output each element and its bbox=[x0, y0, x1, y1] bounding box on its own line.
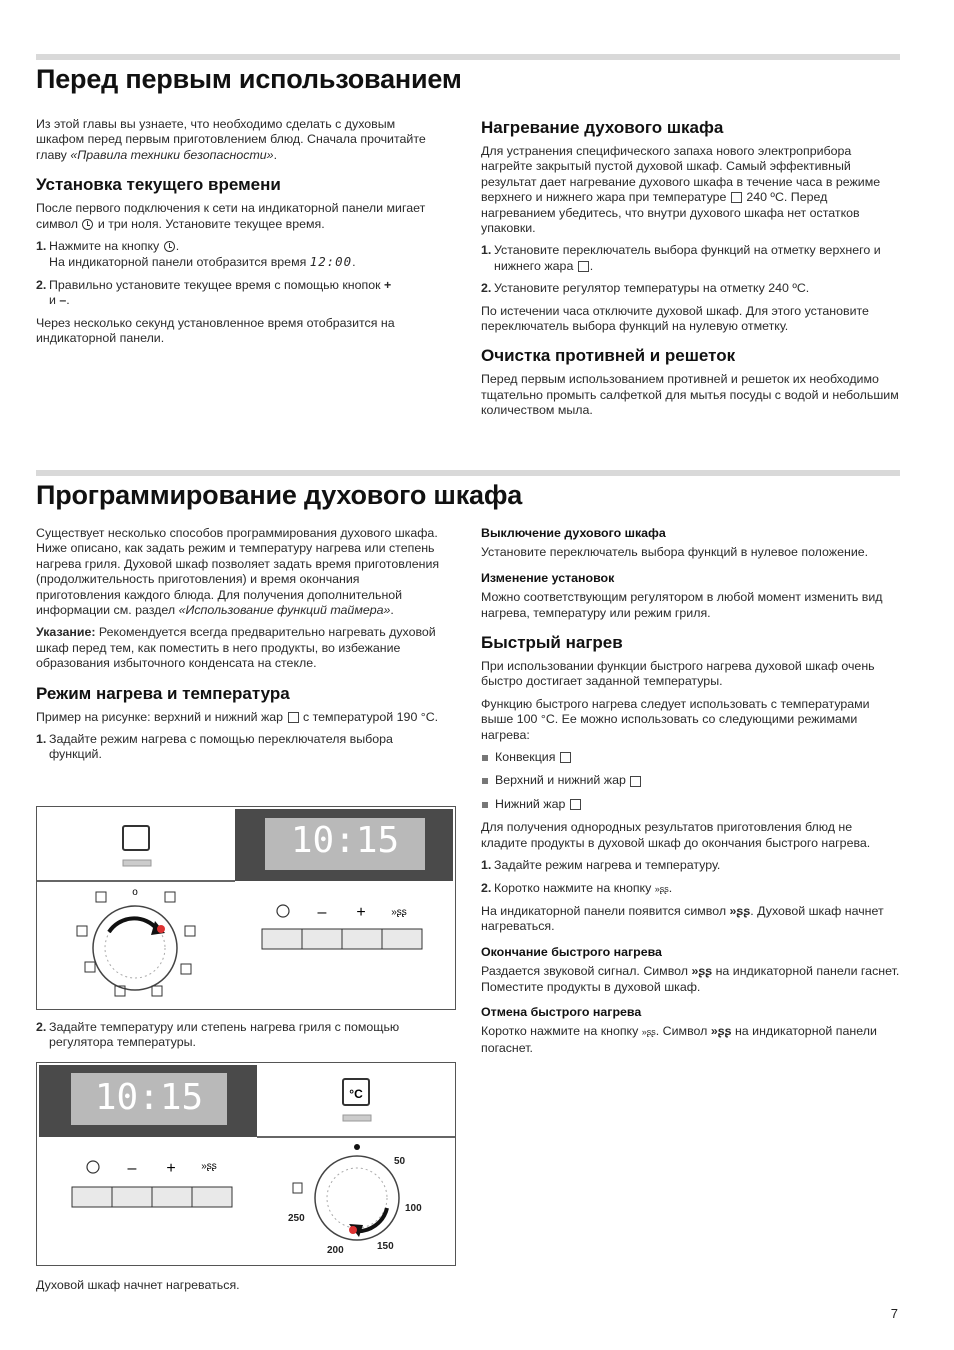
top-bottom-heat-icon bbox=[630, 776, 641, 787]
fast-heat-button-icon: »ʂʂ bbox=[654, 883, 669, 894]
list-item: Нижний жар bbox=[481, 797, 901, 812]
button-minus bbox=[302, 929, 342, 949]
off-heading: Выключение духового шкафа bbox=[481, 526, 666, 540]
note-paragraph: Указание: Рекомендуется всегда предварительно нагревать духовой шкаф перед тем, как поместить в него продукты, во избежание образования избыточного конденсата на стекле. bbox=[36, 625, 436, 671]
heat-heading: Нагревание духового шкафа bbox=[481, 118, 724, 137]
button-plus bbox=[342, 929, 382, 949]
fast-heat-icon: »ʂʂ bbox=[201, 1161, 217, 1172]
clock-icon bbox=[82, 219, 93, 230]
scale-label: 250 bbox=[288, 1213, 305, 1224]
scale-label: 200 bbox=[327, 1245, 344, 1256]
list-item: Верхний и нижний жар bbox=[481, 773, 901, 788]
intro-paragraph: Из этой главы вы узнаете, что необходимо сделать с духовым шкафом перед первым приготовлением блюд. Сначала прочитайте главу «Правила техники безопасности». bbox=[36, 117, 426, 162]
time-paragraph: После первого подключения к сети на индикаторной панели мигает символ и три ноля. Установите текущее время. bbox=[36, 201, 426, 231]
step: 2. Коротко нажмите на кнопку »ʂʂ. bbox=[481, 880, 673, 895]
convection-icon bbox=[560, 752, 571, 763]
section-rule bbox=[36, 54, 900, 60]
fast-p4: На индикаторной панели появится символ »ʂʂ. Духовой шкаф начнет нагреваться. bbox=[481, 903, 884, 934]
temp-indicator-light bbox=[343, 1115, 371, 1121]
change-paragraph: Можно соответствующим регулятором в любой момент изменить вид нагрева, температуру или режим гриля. bbox=[481, 590, 883, 620]
fast-end-paragraph: Раздается звуковой сигнал. Символ »ʂʂ на индикаторной панели гаснет. Поместите продукты в духовой шкаф. bbox=[481, 964, 900, 994]
temp-unit: °C bbox=[349, 1087, 363, 1101]
svg-text:o: o bbox=[132, 887, 138, 898]
heat-result: По истечении часа отключите духовой шкаф. Для этого установите переключатель выбора функций на нулевую отметку. bbox=[481, 303, 869, 334]
step: 1. Задайте режим нагрева с помощью переключателя выбора функций. bbox=[36, 732, 393, 762]
button-fast-heat bbox=[382, 929, 422, 949]
button-clock bbox=[262, 929, 302, 949]
button-minus bbox=[112, 1187, 152, 1207]
heat-paragraph: Для устранения специфического запаха нового электроприбора нагрейте закрытый пустой духовой шкаф. Самый эффективный результат дает нагревание духового шкафа в течение часа в режиме верхнего и нижнего жара при температуре 240 ºC. Перед нагреванием убедитесь, что внутри духового шкафа нет остатков упаковки. bbox=[481, 144, 881, 236]
step: 1. Задайте режим нагрева и температуру. bbox=[481, 858, 721, 873]
fast-p2: Функцию быстрого нагрева следует использовать с температурами выше 100 °C. Ее можно использовать со следующими режимами нагрева: bbox=[481, 696, 870, 742]
minus-label: – bbox=[317, 904, 327, 921]
minus-label: – bbox=[127, 1160, 137, 1177]
fast-heat-symbol: »ʂʂ bbox=[729, 903, 751, 918]
mode-heading: Режим нагрева и температура bbox=[36, 683, 290, 703]
fast-heat-button-icon: »ʂʂ bbox=[641, 1027, 656, 1038]
fast-p3: Для получения однородных результатов приготовления блюд не кладите продукты в духовой шкаф до окончания быстрого нагрева. bbox=[481, 820, 871, 850]
button-fast-heat bbox=[192, 1187, 232, 1207]
fast-p1: При использовании функции быстрого нагрева духовой шкаф очень быстро достигает заданной температуры. bbox=[481, 659, 875, 689]
lcd-time: 10:15 bbox=[290, 820, 400, 861]
mode-paragraph: Пример на рисунке: верхний и нижний жар с температурой 190 °C. bbox=[36, 709, 439, 724]
left-column-2 bbox=[36, 526, 446, 770]
scale-label: 150 bbox=[377, 1241, 394, 1252]
right-column-1 bbox=[481, 106, 901, 426]
fast-heading: Быстрый нагрев bbox=[481, 633, 623, 653]
left-column-1 bbox=[36, 117, 446, 353]
change-heading: Изменение установок bbox=[481, 570, 615, 585]
figure-function-panel bbox=[36, 806, 456, 1010]
step: 2. Установите регулятор температуры на отметку 240 ºC. bbox=[481, 281, 810, 296]
right-column-2 bbox=[481, 516, 901, 1063]
top-bottom-heat-icon bbox=[288, 712, 299, 723]
list-item: Конвекция bbox=[481, 750, 901, 765]
time-heading: Установка текущего времени bbox=[36, 175, 281, 195]
knob-zero-mark bbox=[354, 1144, 360, 1150]
bottom-heat-icon bbox=[570, 799, 581, 810]
lcd-time: 10:15 bbox=[94, 1077, 204, 1118]
scale-label: 50 bbox=[394, 1156, 406, 1167]
left-column-2b bbox=[36, 1020, 446, 1058]
section-rule bbox=[36, 470, 900, 476]
time-result: Через несколько секунд установленное время отобразится на индикаторной панели. bbox=[36, 315, 395, 346]
step: 2. Правильно установите текущее время с помощью кнопок + и –. bbox=[36, 277, 392, 308]
knob-marker bbox=[157, 925, 165, 933]
clean-heading: Очистка противней и решеток bbox=[481, 346, 736, 366]
scale-label: 100 bbox=[405, 1203, 422, 1214]
step: 1. Нажмите на кнопку . На индикаторной панели отобразится время 12:00. bbox=[36, 239, 356, 270]
fast-cancel-paragraph: Коротко нажмите на кнопку »ʂʂ. Символ »ʂʂ на индикаторной панели погаснет. bbox=[481, 1024, 877, 1055]
fast-cancel-heading: Отмена быстрого нагрева bbox=[481, 1004, 642, 1019]
left-column-2c bbox=[36, 1278, 446, 1300]
clock-icon bbox=[164, 241, 175, 252]
button-plus bbox=[152, 1187, 192, 1207]
top-bottom-heat-icon bbox=[731, 192, 742, 203]
figure-temperature-panel bbox=[36, 1062, 456, 1266]
fast-end-heading: Окончание быстрого нагрева bbox=[481, 944, 662, 959]
off-paragraph: Установите переключатель выбора функций в нулевое положение. bbox=[481, 545, 869, 560]
step: 2. Задайте температуру или степень нагрева гриля с помощью регулятора температуры. bbox=[36, 1020, 400, 1050]
top-bottom-heat-icon bbox=[578, 261, 589, 272]
knob-marker bbox=[349, 1226, 357, 1234]
section-title: Программирование духового шкафа bbox=[36, 480, 523, 510]
step: 1. Установите переключатель выбора функций на отметку верхнего и нижнего жара . bbox=[481, 243, 881, 273]
intro-paragraph: Существует несколько способов программирования духового шкафа. Ниже описано, как задать режим и температуру нагрева или степень нагрева гриля. Духовой шкаф позволяет задать время приготовления (продолжительность приготовления) и время окончания приготовления каждого блюда. Для получения дополнительной информации см. раздел «Использование функций таймера». bbox=[36, 526, 440, 618]
indicator-light bbox=[123, 860, 151, 866]
clean-paragraph: Перед первым использованием противней и решеток их необходимо тщательно промыть салфеткой для мытья посуды с водой и небольшим количеством мыла. bbox=[481, 372, 899, 418]
section-title: Перед первым использованием bbox=[36, 64, 462, 94]
page-number: 7 bbox=[890, 1306, 898, 1321]
mode-result: Духовой шкаф начнет нагреваться. bbox=[36, 1278, 240, 1292]
button-clock bbox=[72, 1187, 112, 1207]
plus-label: + bbox=[166, 1160, 176, 1177]
fast-heat-icon: »ʂʂ bbox=[391, 907, 407, 918]
plus-label: + bbox=[356, 904, 366, 921]
